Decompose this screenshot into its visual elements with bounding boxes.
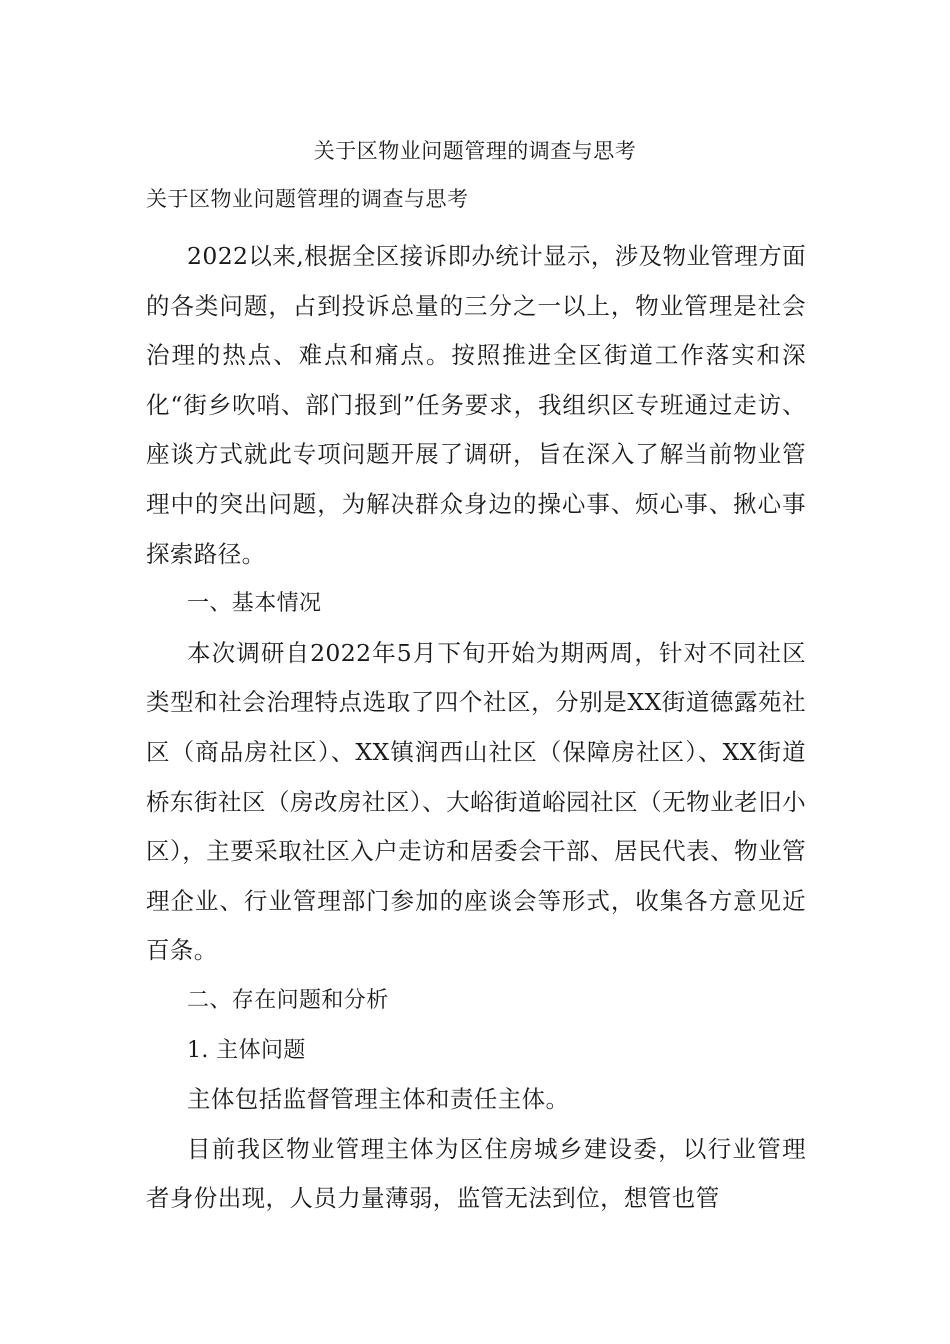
section-heading-problems-analysis: 二、存在问题和分析 xyxy=(187,987,389,1013)
section-heading-basic-situation: 一、基本情况 xyxy=(187,591,322,617)
subsection-heading-subject-issue: 1. 主体问题 xyxy=(187,1037,306,1063)
subject-definition-paragraph: 主体包括监督管理主体和责任主体。 xyxy=(187,1085,570,1114)
management-subject-paragraph: 目前我区物业管理主体为区住房城乡建设委，以行业管理者身份出现，人员力量薄弱，监管无法到位，想管也管 xyxy=(146,1134,806,1213)
document-subtitle: 关于区物业问题管理的调查与思考 xyxy=(146,187,469,211)
intro-paragraph: 2022以来,根据全区接诉即办统计显示，涉及物业管理方面的各类问题，占到投诉总量的三分之一以上，物业管理是社会治理的热点、难点和痛点。按照推进全区街道工作落实和深化“街乡吹哨、部门报到”任务要求，我组织区专班通过走访、座谈方式就此专项问题开展了调研，旨在深入了解当前物业管理中的突出问题，为解决群众身边的操心事、烦心事、揪心事探索路径。 xyxy=(146,242,806,568)
document-title: 关于区物业问题管理的调查与思考 xyxy=(313,139,637,163)
basic-situation-paragraph: 本次调研自2022年5月下旬开始为期两周，针对不同社区类型和社会治理特点选取了四个社区，分别是XX街道德露苑社区（商品房社区）、XX镇润西山社区（保障房社区）、XX街道桥东街社区（房改房社区）、大峪街道峪园社区（无物业老旧小区），主要采取社区入户走访和居委会干部、居民代表、物业管理企业、行业管理部门参加的座谈会等形式，收集各方意见近百条。 xyxy=(146,638,806,965)
document-body xyxy=(146,232,806,1224)
